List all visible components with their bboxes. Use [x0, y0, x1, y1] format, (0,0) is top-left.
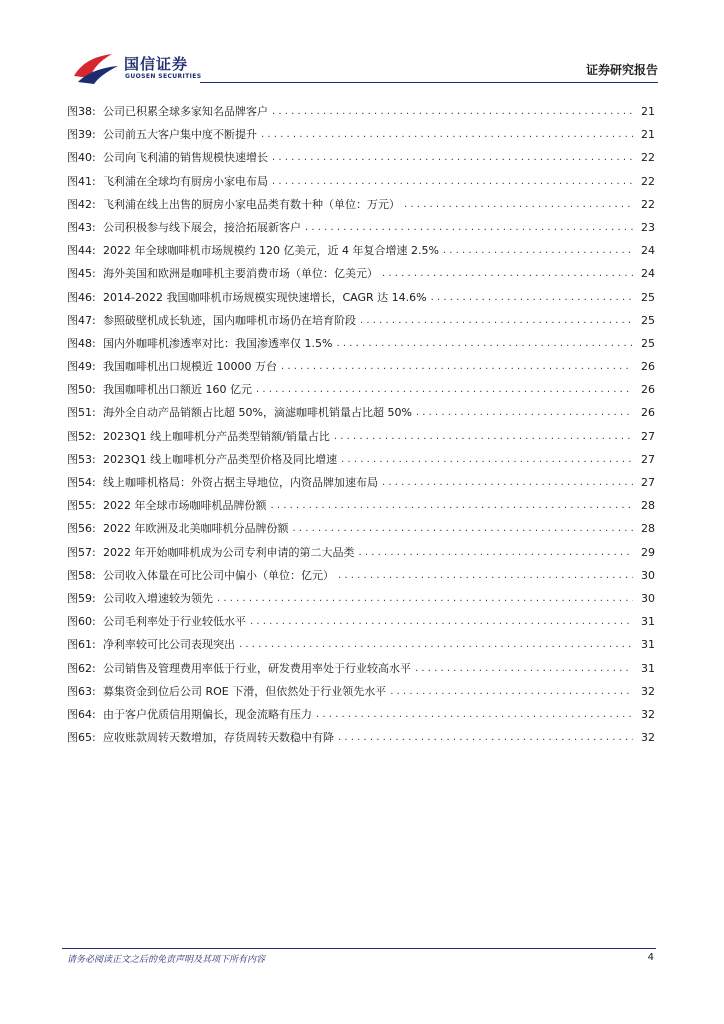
figure-page-number: 30	[641, 568, 655, 582]
dot-leader	[272, 100, 633, 123]
figure-number: 图57:	[67, 545, 96, 559]
figure-number: 图59:	[67, 591, 96, 605]
figure-number: 图44:	[67, 244, 96, 258]
figure-number: 图51:	[67, 406, 96, 420]
figure-title: 募集资金到位后公司 ROE 下滑，但依然处于行业领先水平	[103, 680, 390, 703]
figure-number: 图64:	[67, 707, 96, 721]
report-type-label: 证券研究报告	[585, 63, 658, 77]
dot-leader	[443, 239, 633, 262]
toc-entry[interactable]	[67, 448, 655, 471]
dot-leader	[336, 332, 633, 355]
figure-title: 我国咖啡机出口规模近 10000 万台	[103, 355, 281, 378]
figure-number: 图61:	[67, 638, 96, 652]
figure-number: 图52:	[67, 429, 96, 443]
figure-number: 图38:	[67, 105, 96, 118]
toc-entry[interactable]	[67, 123, 655, 146]
toc-entry[interactable]	[67, 355, 655, 378]
figure-page-number: 26	[641, 406, 655, 420]
figure-title: 2022 年全球市场咖啡机品牌份额	[103, 494, 271, 517]
dot-leader	[404, 193, 633, 216]
figure-number: 图50:	[67, 383, 96, 397]
toc-entry[interactable]	[67, 703, 655, 726]
figure-title: 公司收入体量在可比公司中偏小（单位：亿元）	[103, 564, 338, 587]
toc-entry[interactable]	[67, 587, 655, 610]
dot-leader	[305, 216, 633, 239]
figure-number: 图39:	[67, 128, 96, 142]
toc-entry[interactable]	[67, 541, 655, 564]
figure-title: 公司已积累全球多家知名品牌客户	[103, 100, 272, 123]
dot-leader	[271, 494, 634, 517]
figure-number: 图42:	[67, 197, 96, 211]
figure-number: 图53:	[67, 452, 96, 466]
figure-title: 2022 年欧洲及北美咖啡机分品牌份额	[103, 517, 293, 540]
figure-title: 海外全自动产品销额占比超 50%，滴滤咖啡机销量占比超 50%	[103, 401, 416, 424]
dot-leader	[250, 610, 633, 633]
figure-number: 图41:	[67, 174, 96, 188]
toc-entry[interactable]	[67, 309, 655, 332]
dot-leader	[360, 309, 633, 332]
figure-page-number: 31	[641, 615, 655, 629]
dot-leader	[341, 448, 633, 471]
figure-title: 2014-2022 我国咖啡机市场规模实现快速增长，CAGR 达 14.6%	[103, 286, 431, 309]
figure-page-number: 25	[641, 290, 655, 304]
figure-number: 图65:	[67, 731, 96, 745]
figure-page-number: 22	[641, 197, 655, 211]
figure-number: 图40:	[67, 151, 96, 165]
figure-number: 图62:	[67, 661, 96, 675]
figure-number: 图47:	[67, 313, 96, 327]
figure-title: 由于客户优质信用期偏长，现金流略有压力	[103, 703, 316, 726]
toc-entry[interactable]	[67, 216, 655, 239]
figure-page-number: 28	[641, 499, 655, 513]
figure-number: 图48:	[67, 336, 96, 350]
figure-title: 2023Q1 线上咖啡机分产品类型价格及同比增速	[103, 448, 341, 471]
toc-entry[interactable]	[67, 610, 655, 633]
guosen-logo	[72, 52, 212, 86]
figure-number: 图63:	[67, 684, 96, 698]
logo-mark-icon	[72, 52, 120, 84]
toc-entry[interactable]	[67, 494, 655, 517]
toc-entry[interactable]	[67, 726, 655, 749]
figure-page-number: 25	[641, 313, 655, 327]
page-number: 4	[647, 952, 654, 963]
dot-leader	[261, 123, 633, 146]
toc-entry[interactable]	[67, 633, 655, 656]
dot-leader	[382, 471, 633, 494]
figure-page-number: 28	[641, 522, 655, 536]
figure-page-number: 27	[641, 452, 655, 466]
figure-title: 线上咖啡机格局：外资占据主导地位，内资品牌加速布局	[103, 471, 382, 494]
figure-number: 图43:	[67, 220, 96, 234]
figure-number: 图60:	[67, 615, 96, 629]
figure-title: 国内外咖啡机渗透率对比：我国渗透率仅 1.5%	[103, 332, 336, 355]
dot-leader	[281, 355, 633, 378]
figure-title: 公司积极参与线下展会，接洽拓展新客户	[103, 216, 305, 239]
figure-number: 图55:	[67, 499, 96, 513]
figure-page-number: 22	[641, 174, 655, 188]
figure-page-number: 32	[641, 731, 655, 745]
figure-number: 图56:	[67, 522, 96, 536]
dot-leader	[390, 680, 633, 703]
figure-title: 公司毛利率处于行业较低水平	[103, 610, 250, 633]
dot-leader	[338, 726, 633, 749]
dot-leader	[316, 703, 633, 726]
toc-entry[interactable]	[67, 286, 655, 309]
dot-leader	[359, 541, 634, 564]
dot-leader	[272, 170, 633, 193]
logo-text-cn: 国信证券	[124, 55, 189, 73]
toc-entry[interactable]	[67, 193, 655, 216]
figure-title: 2023Q1 线上咖啡机分产品类型销额/销量占比	[103, 425, 334, 448]
figure-list	[67, 100, 655, 749]
dot-leader	[217, 587, 633, 610]
toc-entry[interactable]	[67, 378, 655, 401]
figure-page-number: 26	[641, 360, 655, 374]
dot-leader	[416, 401, 633, 424]
figure-page-number: 24	[641, 267, 655, 281]
figure-title: 公司收入增速较为领先	[103, 587, 217, 610]
figure-page-number: 27	[641, 476, 655, 489]
figure-number: 图46:	[67, 290, 96, 304]
figure-title: 2022 年开始咖啡机成为公司专利申请的第二大品类	[103, 541, 359, 564]
figure-number: 图49:	[67, 360, 96, 374]
figure-title: 公司向飞利浦的销售规模快速增长	[103, 146, 272, 169]
footer-divider	[62, 948, 656, 949]
figure-page-number: 29	[641, 545, 655, 559]
toc-entry[interactable]	[67, 262, 655, 285]
page-header	[0, 0, 724, 90]
figure-page-number: 23	[641, 220, 655, 234]
figure-title: 海外美国和欧洲是咖啡机主要消费市场（单位：亿美元）	[103, 262, 382, 285]
figure-page-number: 31	[641, 638, 655, 652]
toc-entry[interactable]	[67, 170, 655, 193]
figure-page-number: 31	[641, 661, 655, 675]
dot-leader	[256, 378, 633, 401]
toc-entry[interactable]	[67, 100, 655, 123]
toc-entry[interactable]	[67, 239, 655, 262]
figure-page-number: 32	[641, 707, 655, 721]
toc-entry[interactable]	[67, 425, 655, 448]
figure-number: 图54:	[67, 476, 96, 489]
toc-entry[interactable]	[67, 564, 655, 587]
toc-entry[interactable]	[67, 146, 655, 169]
logo-text-en: GUOSEN SECURITIES	[125, 73, 202, 80]
figure-title: 参照破壁机成长轨迹，国内咖啡机市场仍在培育阶段	[103, 309, 360, 332]
figure-number: 图45:	[67, 267, 96, 281]
toc-entry[interactable]	[67, 657, 655, 680]
toc-entry[interactable]	[67, 332, 655, 355]
toc-entry[interactable]	[67, 401, 655, 424]
dot-leader	[272, 146, 633, 169]
dot-leader	[382, 262, 633, 285]
figure-page-number: 27	[641, 429, 655, 443]
figure-page-number: 25	[641, 336, 655, 350]
dot-leader	[334, 425, 633, 448]
figure-page-number: 30	[641, 591, 655, 605]
header-divider	[200, 82, 658, 83]
figure-page-number: 21	[641, 105, 655, 118]
figure-title: 我国咖啡机出口额近 160 亿元	[103, 378, 256, 401]
figure-page-number: 26	[641, 383, 655, 397]
dot-leader	[431, 286, 633, 309]
dot-leader	[415, 657, 633, 680]
figure-number: 图58:	[67, 568, 96, 582]
toc-entry[interactable]	[67, 680, 655, 703]
figure-title: 应收账款周转天数增加，存货周转天数稳中有降	[103, 726, 338, 749]
figure-title: 净利率较可比公司表现突出	[103, 633, 239, 656]
dot-leader	[338, 564, 633, 587]
figure-page-number: 24	[641, 244, 655, 258]
figure-page-number: 32	[641, 684, 655, 698]
figure-title: 飞利浦在线上出售的厨房小家电品类有数十种（单位：万元）	[103, 193, 404, 216]
figure-title: 公司销售及管理费用率低于行业，研发费用率处于行业较高水平	[103, 657, 415, 680]
figure-page-number: 21	[641, 128, 655, 142]
toc-entry[interactable]	[67, 517, 655, 540]
dot-leader	[239, 633, 633, 656]
toc-entry[interactable]	[67, 471, 655, 494]
figure-title: 2022 年全球咖啡机市场规模约 120 亿美元，近 4 年复合增速 2.5%	[103, 239, 443, 262]
figure-title: 公司前五大客户集中度不断提升	[103, 123, 261, 146]
figure-title: 飞利浦在全球均有厨房小家电布局	[103, 170, 272, 193]
dot-leader	[293, 517, 634, 540]
figure-page-number: 22	[641, 151, 655, 165]
disclaimer-note: 请务必阅读正文之后的免责声明及其项下所有内容	[67, 955, 266, 965]
